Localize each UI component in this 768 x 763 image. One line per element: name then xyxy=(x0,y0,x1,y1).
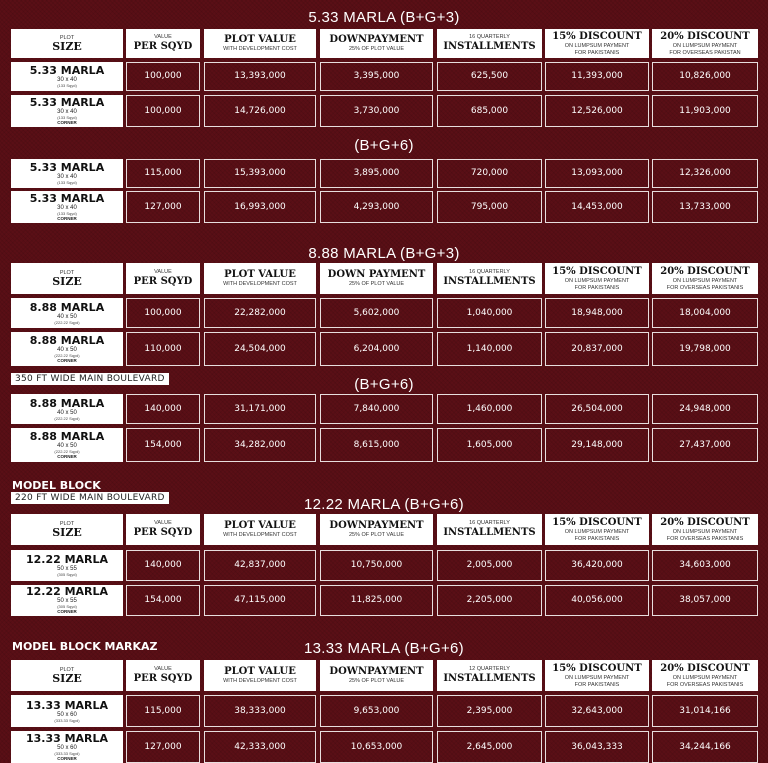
header-plot-value: PLOT VALUE xyxy=(224,269,296,281)
table-header-cell xyxy=(126,660,200,691)
plot-size-cell xyxy=(11,394,123,424)
discount-20-value: 31,014,166 xyxy=(652,695,758,727)
header-d15-a: ON LUMPSUM PAYMENT xyxy=(564,529,630,536)
corner-label: CORNER xyxy=(57,357,77,363)
installment-value: 2,005,000 xyxy=(437,550,542,581)
plot-dimensions: 40 x 50 xyxy=(57,442,77,449)
header-down-pct: 25% OF PLOT VALUE xyxy=(348,678,405,685)
per-sqyd-value: 127,000 xyxy=(126,191,200,223)
section-title-13-33-bg6: 13.33 MARLA (B+G+6) xyxy=(304,640,464,657)
downpayment-value: 11,825,000 xyxy=(320,585,433,616)
corner-label: CORNER xyxy=(57,453,77,459)
plot-dimensions: 30 x 40 xyxy=(57,77,77,83)
header-per-sqyd: PER SQYD xyxy=(133,275,193,287)
header-inst-small: 16 QUARTERLY xyxy=(469,34,510,41)
plot-size-cell xyxy=(11,298,123,328)
plot-size-cell xyxy=(11,159,123,188)
table-header-cell xyxy=(11,660,123,691)
table-header-cell xyxy=(545,660,649,691)
header-value-small: VALUE xyxy=(154,520,172,527)
table-header-cell xyxy=(545,29,649,58)
table-header-cell xyxy=(126,29,200,58)
discount-15-value: 14,453,000 xyxy=(545,191,649,223)
table-header-cell xyxy=(652,660,758,691)
header-discount-20: 20% DISCOUNT xyxy=(660,517,750,529)
plot-dimensions: 30 x 40 xyxy=(57,108,77,115)
per-sqyd-value: 127,000 xyxy=(126,731,200,763)
discount-20-value: 10,826,000 xyxy=(652,62,758,91)
header-d15-b: FOR PAKISTANIS xyxy=(574,681,620,688)
header-d20-a: ON LUMPSUM PAYMENT xyxy=(672,529,738,536)
plot-size-cell xyxy=(11,428,123,462)
header-d15-b: FOR PAKISTANIS xyxy=(574,284,620,291)
discount-15-value: 26,504,000 xyxy=(545,394,649,424)
discount-15-value: 36,043,333 xyxy=(545,731,649,763)
table-header-cell xyxy=(320,263,433,294)
discount-20-value: 34,244,166 xyxy=(652,731,758,763)
header-discount-15: 15% DISCOUNT xyxy=(552,517,642,529)
per-sqyd-value: 100,000 xyxy=(126,298,200,328)
discount-15-value: 32,643,000 xyxy=(545,695,649,727)
header-size: SIZE xyxy=(52,526,82,540)
downpayment-value: 10,750,000 xyxy=(320,550,433,581)
header-installments: INSTALLMENTS xyxy=(443,275,536,287)
plot-value: 22,282,000 xyxy=(204,298,316,328)
plot-dimensions: 40 x 50 xyxy=(57,346,77,353)
discount-20-value: 38,057,000 xyxy=(652,585,758,616)
discount-20-value: 19,798,000 xyxy=(652,332,758,366)
header-with-dev: WITH DEVELOPMENT COST xyxy=(223,46,297,53)
table-header-cell xyxy=(126,514,200,545)
model-block-label: MODEL BLOCK xyxy=(12,479,101,492)
plot-size-cell xyxy=(11,731,123,763)
plot-sqyd: (222.22 Sqyd) xyxy=(54,448,80,454)
header-d20-a: ON LUMPSUM PAYMENT xyxy=(672,675,738,682)
plot-size-label: 8.88 MARLA xyxy=(29,396,105,410)
downpayment-value: 3,895,000 xyxy=(320,159,433,188)
table-header-cell xyxy=(437,263,542,294)
plot-size-label: 8.88 MARLA xyxy=(29,429,105,443)
per-sqyd-value: 100,000 xyxy=(126,62,200,91)
header-d20-a: ON LUMPSUM PAYMENT xyxy=(672,43,738,50)
header-value-small: VALUE xyxy=(154,269,172,276)
plot-value: 16,993,000 xyxy=(204,191,316,223)
header-downpayment: DOWNPAYMENT xyxy=(329,34,424,46)
plot-dimensions: 30 x 40 xyxy=(57,204,77,211)
plot-dimensions: 50 x 60 xyxy=(57,711,77,718)
downpayment-value: 4,293,000 xyxy=(320,191,433,223)
plot-sqyd: (133 Sqyd) xyxy=(57,180,77,185)
discount-20-value: 27,437,000 xyxy=(652,428,758,462)
header-d20-b: FOR OVERSEAS PAKISTANIS xyxy=(666,284,744,291)
plot-size-cell xyxy=(11,695,123,727)
plot-value: 47,115,000 xyxy=(204,585,316,616)
header-d15-b: FOR PAKISTANIS xyxy=(574,49,620,56)
table-header-cell xyxy=(652,263,758,294)
plot-dimensions: 50 x 60 xyxy=(57,744,77,751)
header-d20-a: ON LUMPSUM PAYMENT xyxy=(672,278,738,285)
installment-value: 795,000 xyxy=(437,191,542,223)
header-down-pct: 25% OF PLOT VALUE xyxy=(348,281,405,288)
header-plot-value: PLOT VALUE xyxy=(224,520,296,532)
downpayment-value: 6,204,000 xyxy=(320,332,433,366)
table-header-cell xyxy=(320,514,433,545)
plot-sqyd: (133 Sqyd) xyxy=(57,114,77,120)
table-header-cell xyxy=(204,514,316,545)
header-d20-b: FOR OVERSEAS PAKISTANIS xyxy=(666,681,744,688)
header-downpayment: DOWNPAYMENT xyxy=(329,666,424,678)
plot-sqyd: (305 Sqyd) xyxy=(57,604,77,610)
table-header-cell xyxy=(126,263,200,294)
section-title-8-88-bg6: (B+G+6) xyxy=(354,376,414,393)
plot-size-label: 8.88 MARLA xyxy=(29,300,105,314)
section-title-5-33-bg3: 5.33 MARLA (B+G+3) xyxy=(308,9,460,26)
corner-label: CORNER xyxy=(57,215,77,221)
plot-size-label: 13.33 MARLA xyxy=(25,698,109,712)
header-discount-20: 20% DISCOUNT xyxy=(660,266,750,278)
header-down-pct: 25% OF PLOT VALUE xyxy=(348,532,405,539)
discount-15-value: 18,948,000 xyxy=(545,298,649,328)
per-sqyd-value: 100,000 xyxy=(126,95,200,127)
plot-value: 15,393,000 xyxy=(204,159,316,188)
header-down-pct: 25% OF PLOT VALUE xyxy=(348,46,405,53)
downpayment-value: 9,653,000 xyxy=(320,695,433,727)
discount-20-value: 34,603,000 xyxy=(652,550,758,581)
plot-sqyd: (222.22 Sqyd) xyxy=(54,319,80,325)
per-sqyd-value: 140,000 xyxy=(126,550,200,581)
header-size: SIZE xyxy=(52,672,82,686)
header-per-sqyd: PER SQYD xyxy=(133,526,193,538)
plot-size-label: 8.88 MARLA xyxy=(29,333,105,347)
installment-value: 1,605,000 xyxy=(437,428,542,462)
per-sqyd-value: 154,000 xyxy=(126,428,200,462)
discount-15-value: 13,093,000 xyxy=(545,159,649,188)
corner-label: CORNER xyxy=(57,119,77,125)
installment-value: 1,040,000 xyxy=(437,298,542,328)
table-header-cell xyxy=(545,514,649,545)
plot-value: 42,333,000 xyxy=(204,731,316,763)
table-header-cell xyxy=(204,263,316,294)
downpayment-value: 8,615,000 xyxy=(320,428,433,462)
per-sqyd-value: 140,000 xyxy=(126,394,200,424)
plot-size-cell xyxy=(11,62,123,91)
header-downpayment: DOWNPAYMENT xyxy=(329,520,424,532)
installment-value: 720,000 xyxy=(437,159,542,188)
corner-label: CORNER xyxy=(57,755,77,761)
per-sqyd-value: 154,000 xyxy=(126,585,200,616)
table-header-cell xyxy=(437,29,542,58)
header-installments: INSTALLMENTS xyxy=(443,526,536,538)
header-discount-20: 20% DISCOUNT xyxy=(660,31,750,43)
discount-15-value: 40,056,000 xyxy=(545,585,649,616)
installment-value: 1,140,000 xyxy=(437,332,542,366)
header-discount-15: 15% DISCOUNT xyxy=(552,663,642,675)
header-value-small: VALUE xyxy=(154,34,172,41)
installment-value: 2,205,000 xyxy=(437,585,542,616)
boulevard-350-label: 350 FT WIDE MAIN BOULEVARD xyxy=(11,373,169,385)
discount-15-value: 12,526,000 xyxy=(545,95,649,127)
section-title-5-33-bg6: (B+G+6) xyxy=(354,137,414,154)
plot-sqyd: (133 Sqyd) xyxy=(57,210,77,216)
plot-dimensions: 50 x 55 xyxy=(57,598,77,605)
per-sqyd-value: 115,000 xyxy=(126,159,200,188)
plot-sqyd: (133 Sqyd) xyxy=(57,83,77,88)
header-installments: INSTALLMENTS xyxy=(443,672,536,684)
header-d15-a: ON LUMPSUM PAYMENT xyxy=(564,43,630,50)
corner-label: CORNER xyxy=(57,609,77,615)
header-inst-small: 12 QUARTERLY xyxy=(469,666,510,673)
plot-value: 42,837,000 xyxy=(204,550,316,581)
header-installments: INSTALLMENTS xyxy=(443,40,536,52)
plot-size-label: 5.33 MARLA xyxy=(29,191,105,205)
header-size: SIZE xyxy=(52,40,82,54)
header-with-dev: WITH DEVELOPMENT COST xyxy=(223,532,297,539)
header-discount-15: 15% DISCOUNT xyxy=(552,31,642,43)
header-d20-b: FOR OVERSEAS PAKISTAN xyxy=(669,49,741,56)
plot-size-label: 12.22 MARLA xyxy=(25,585,109,599)
plot-value: 14,726,000 xyxy=(204,95,316,127)
discount-20-value: 11,903,000 xyxy=(652,95,758,127)
header-downpayment: DOWN PAYMENT xyxy=(327,269,426,281)
header-d15-a: ON LUMPSUM PAYMENT xyxy=(564,675,630,682)
header-plot-small: PLOT xyxy=(59,666,75,673)
header-with-dev: WITH DEVELOPMENT COST xyxy=(223,678,297,685)
plot-sqyd: (333.33 Sqyd) xyxy=(54,717,80,723)
plot-sqyd: (222.22 Sqyd) xyxy=(54,352,80,358)
plot-dimensions: 40 x 50 xyxy=(57,409,77,416)
header-plot-small: PLOT xyxy=(59,269,75,276)
installment-value: 2,645,000 xyxy=(437,731,542,763)
table-header-cell xyxy=(11,514,123,545)
plot-size-cell xyxy=(11,332,123,366)
installment-value: 685,000 xyxy=(437,95,542,127)
table-header-cell xyxy=(320,660,433,691)
table-header-cell xyxy=(204,29,316,58)
downpayment-value: 3,395,000 xyxy=(320,62,433,91)
header-per-sqyd: PER SQYD xyxy=(133,672,193,684)
plot-size-cell xyxy=(11,550,123,581)
plot-size-cell xyxy=(11,191,123,223)
header-discount-20: 20% DISCOUNT xyxy=(660,663,750,675)
table-header-cell xyxy=(11,263,123,294)
header-discount-15: 15% DISCOUNT xyxy=(552,266,642,278)
header-inst-small: 16 QUARTERLY xyxy=(469,520,510,527)
boulevard-220-label: 220 FT WIDE MAIN BOULEVARD xyxy=(11,492,169,504)
plot-sqyd: (305 Sqyd) xyxy=(57,572,77,577)
plot-size-label: 5.33 MARLA xyxy=(29,161,105,174)
per-sqyd-value: 110,000 xyxy=(126,332,200,366)
plot-dimensions: 30 x 40 xyxy=(57,174,77,180)
plot-size-label: 5.33 MARLA xyxy=(29,64,105,77)
discount-15-value: 36,420,000 xyxy=(545,550,649,581)
header-plot-value: PLOT VALUE xyxy=(224,666,296,678)
table-header-cell xyxy=(437,660,542,691)
discount-15-value: 11,393,000 xyxy=(545,62,649,91)
discount-20-value: 13,733,000 xyxy=(652,191,758,223)
header-plot-small: PLOT xyxy=(59,34,75,41)
table-header-cell xyxy=(437,514,542,545)
header-d20-b: FOR OVERSEAS PAKISTANIS xyxy=(666,535,744,542)
downpayment-value: 10,653,000 xyxy=(320,731,433,763)
header-size: SIZE xyxy=(52,275,82,289)
table-header-cell xyxy=(204,660,316,691)
per-sqyd-value: 115,000 xyxy=(126,695,200,727)
table-header-cell xyxy=(652,514,758,545)
discount-15-value: 29,148,000 xyxy=(545,428,649,462)
table-header-cell xyxy=(320,29,433,58)
table-header-cell xyxy=(652,29,758,58)
plot-dimensions: 40 x 50 xyxy=(57,313,77,320)
discount-20-value: 24,948,000 xyxy=(652,394,758,424)
header-plot-small: PLOT xyxy=(59,520,75,527)
plot-value: 38,333,000 xyxy=(204,695,316,727)
header-with-dev: WITH DEVELOPMENT COST xyxy=(223,281,297,288)
plot-size-cell xyxy=(11,95,123,127)
plot-value: 13,393,000 xyxy=(204,62,316,91)
downpayment-value: 3,730,000 xyxy=(320,95,433,127)
header-d15-b: FOR PAKISTANIS xyxy=(574,535,620,542)
plot-dimensions: 50 x 55 xyxy=(57,566,77,572)
plot-sqyd: (222.22 Sqyd) xyxy=(54,415,80,421)
installment-value: 2,395,000 xyxy=(437,695,542,727)
downpayment-value: 5,602,000 xyxy=(320,298,433,328)
header-d15-a: ON LUMPSUM PAYMENT xyxy=(564,278,630,285)
plot-size-label: 5.33 MARLA xyxy=(29,95,105,109)
section-title-8-88-bg3: 8.88 MARLA (B+G+3) xyxy=(308,245,460,262)
plot-value: 34,282,000 xyxy=(204,428,316,462)
plot-size-label: 13.33 MARLA xyxy=(25,731,109,745)
plot-size-label: 12.22 MARLA xyxy=(25,553,109,566)
installment-value: 1,460,000 xyxy=(437,394,542,424)
discount-20-value: 18,004,000 xyxy=(652,298,758,328)
plot-sqyd: (333.33 Sqyd) xyxy=(54,750,80,756)
section-title-12-22-bg6: 12.22 MARLA (B+G+6) xyxy=(304,496,464,513)
table-header-cell xyxy=(545,263,649,294)
header-inst-small: 16 QUARTERLY xyxy=(469,269,510,276)
downpayment-value: 7,840,000 xyxy=(320,394,433,424)
plot-size-cell xyxy=(11,585,123,616)
plot-value: 31,171,000 xyxy=(204,394,316,424)
installment-value: 625,500 xyxy=(437,62,542,91)
discount-15-value: 20,837,000 xyxy=(545,332,649,366)
discount-20-value: 12,326,000 xyxy=(652,159,758,188)
plot-value: 24,504,000 xyxy=(204,332,316,366)
header-per-sqyd: PER SQYD xyxy=(133,40,193,52)
model-block-markaz-label: MODEL BLOCK MARKAZ xyxy=(12,640,158,653)
header-value-small: VALUE xyxy=(154,666,172,673)
header-plot-value: PLOT VALUE xyxy=(224,34,296,46)
table-header-cell xyxy=(11,29,123,58)
